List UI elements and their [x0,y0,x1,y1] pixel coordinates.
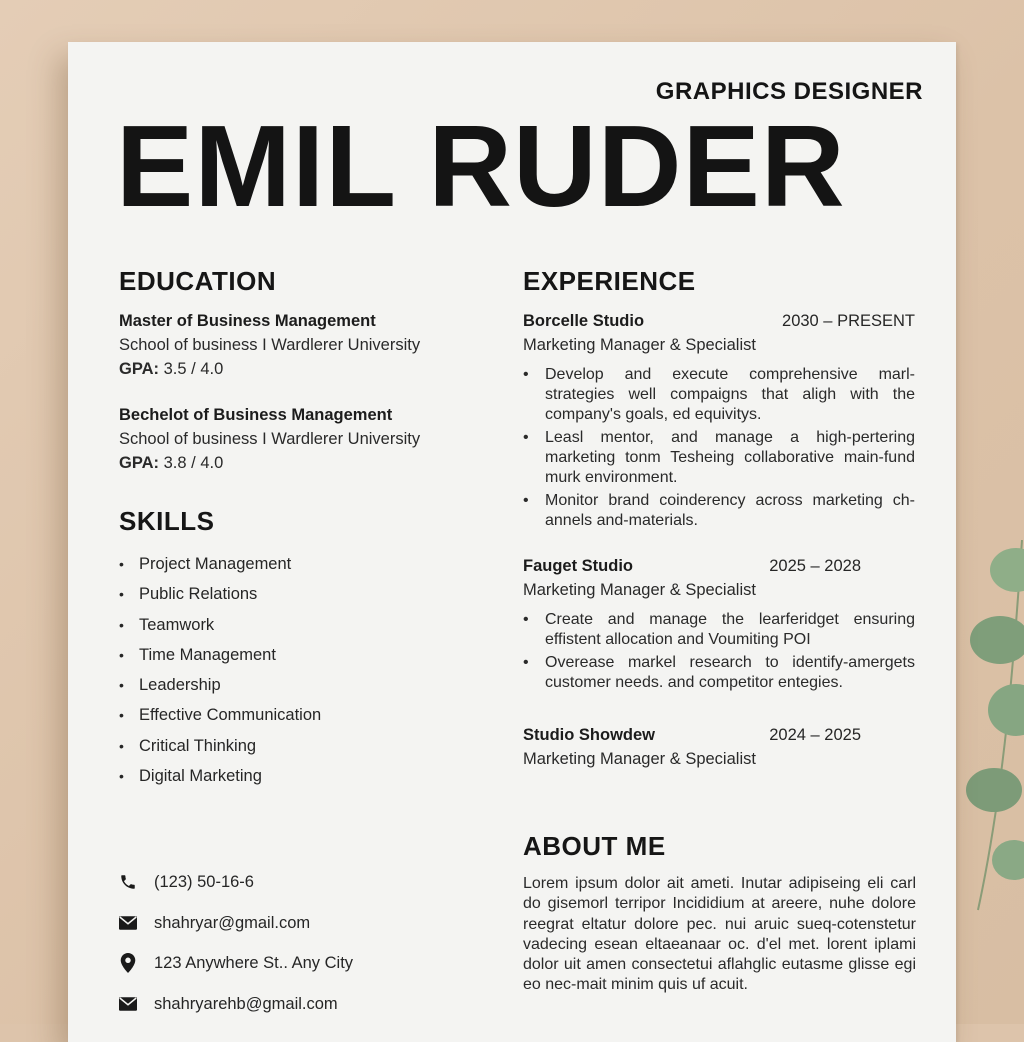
experience-heading: EXPERIENCE [523,266,696,296]
education-entry [119,403,479,475]
education-heading: EDUCATION [119,266,277,296]
education-entry [119,309,479,381]
candidate-name: EMIL RUDER [116,101,846,231]
gpa-value: 3.5 / 4.0 [163,360,224,378]
education-gpa [119,357,479,381]
skill-item: • Critical Thinking [119,734,321,764]
job-dates: 2025 – 2028 [769,557,861,575]
gpa-label: GPA: [119,360,160,378]
envelope-icon [118,994,138,1014]
job-role: Marketing Manager & Specialist [523,581,756,599]
job-bullet: • Leasl mentor, and manage a high-pertering marketing tonm Tesheing collaborative main-fund murk environment. [523,428,915,488]
envelope-icon [118,913,138,933]
phone-icon [118,872,138,892]
map-pin-icon [118,953,138,973]
education-degree: Master of Business Management [119,312,376,330]
contact-phone [118,872,254,892]
contact-email [118,913,310,933]
job-dates: 2030 – PRESENT [782,312,915,330]
street-address: 123 Anywhere St.. Any City [154,953,354,972]
about-heading: ABOUT ME [523,831,666,861]
phone-number[interactable]: (123) 50-16-6 [154,872,254,891]
contact-email-secondary [118,994,338,1014]
skill-item: • Digital Marketing [119,764,321,794]
company-name: Borcelle Studio [523,312,645,330]
gpa-label: GPA: [119,454,160,472]
company-name: Fauget Studio [523,557,633,575]
job-role: Marketing Manager & Specialist [523,336,756,354]
skill-item: • Public Relations [119,582,321,612]
job-role: Marketing Manager & Specialist [523,750,756,768]
job-bullet: • Develop and execute comprehensive marl-strategies well compaigns that aligh with the company's goals, ed equivitys. [523,365,915,425]
resume-paper [68,42,956,1042]
email-address-secondary[interactable]: shahryarehb@gmail.com [154,994,338,1013]
education-degree: Bechelot of Business Management [119,406,393,424]
eucalyptus-leaves-decoration [964,540,1024,920]
job-bullet: • Create and manage the learferidget ensuring effistent allocation and Voumiting POI [523,610,915,650]
experience-entry [523,554,915,696]
job-bullets [523,610,915,693]
skill-item: • Effective Communication [119,703,321,733]
job-title: GRAPHICS DESIGNER [655,78,923,105]
education-school: School of business I Wardlerer University [119,430,421,448]
job-dates: 2024 – 2025 [769,726,861,744]
job-bullet: • Overease markel research to identify-amergets customer needs. and competitor entegies. [523,653,915,693]
skills-heading: SKILLS [119,506,215,536]
skill-item: • Project Management [119,552,321,582]
email-address[interactable]: shahryar@gmail.com [154,913,311,932]
skill-item: • Teamwork [119,613,321,643]
education-school: School of business I Wardlerer University [119,336,421,354]
experience-entry [523,723,915,771]
contact-address [118,953,353,973]
skill-item: • Time Management [119,643,321,673]
skill-item: • Leadership [119,673,321,703]
about-paragraph: Lorem ipsum dolor ait ameti. Inutar adipiseing eli carl do gisemorl terripor Incididium at areere, nuhe dolore reegrat eltatur dolore pec. nui aruic sueq-cotenstetur vadecing esean eltaeanaar oc. d'el met. lorent iplami dolor uit amen consectetui aflahglic eutasme glisse egi eo nec-mait minim quis uf acuit. [523,875,916,994]
company-name: Studio Showdew [523,726,655,744]
job-bullets [523,365,915,531]
job-bullet: • Monitor brand coinderency across marketing ch-annels and-materials. [523,491,915,531]
skills-list [119,552,321,794]
experience-entry [523,309,915,534]
education-gpa [119,451,479,475]
gpa-value: 3.8 / 4.0 [163,454,224,472]
